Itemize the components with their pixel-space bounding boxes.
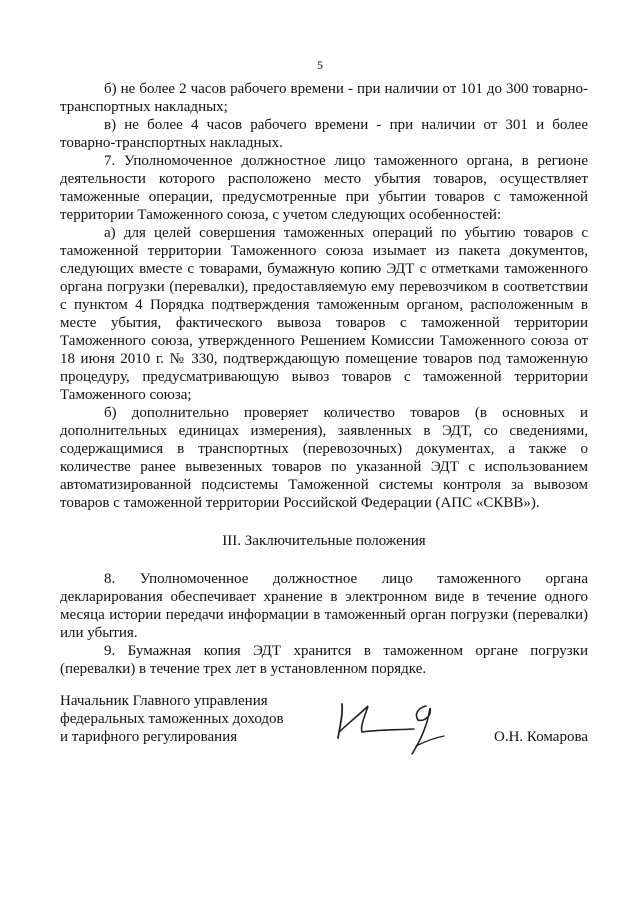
document-body bbox=[60, 80, 588, 678]
paragraph: б) дополнительно проверяет количество товаров (в основных и дополнительных единицах измерения), заявленных в ЭДТ, со сведениями, содержащимися в транспортных (перевозочных) документах, а также о количестве ранее вывезенных товаров по указанной ЭДТ с использованием автоматизированной подсистемы Таможенной системы контроля за вывозом товаров с таможенной территории Российской Федерации (АПС «СКВВ»). bbox=[60, 405, 588, 511]
paragraph: 8. Уполномоченное должностное лицо таможенного органа декларирования обеспечивает хранение в электронном виде в течение одного месяца истории передачи информации в таможенный орган погрузки (перевалки) или убытия. bbox=[60, 571, 588, 641]
signatory-title bbox=[60, 692, 300, 746]
signatory-title-line: Начальник Главного управления bbox=[60, 693, 268, 709]
paragraph: 7. Уполномоченное должностное лицо таможенного органа, в регионе деятельности которого расположено место убытия товаров, осуществляет таможенные операции, предусмотренные при убытии товаров с таможенной территории Таможенного союза, с учетом следующих особенностей: bbox=[60, 153, 588, 223]
signatory-title-line: и тарифного регулирования bbox=[60, 729, 238, 745]
paragraph: в) не более 4 часов рабочего времени - при наличии от 301 и более товарно-транспортных накладных. bbox=[60, 117, 588, 151]
signature-block bbox=[60, 692, 588, 762]
handwritten-signature bbox=[332, 692, 452, 762]
paragraph: б) не более 2 часов рабочего времени - при наличии от 101 до 300 товарно-транспортных накладных; bbox=[60, 81, 588, 115]
signatory-title-line: федеральных таможенных доходов bbox=[60, 711, 284, 727]
section-heading: III. Заключительные положения bbox=[222, 533, 426, 549]
paragraph: а) для целей совершения таможенных операций по убытию товаров с таможенной территории Таможенного союза изымает из пакета документов, следующих вместе с товарами, бумажную копию ЭДТ с отметками таможенного органа погрузки (перевалки), предоставляемую ему перевозчиком в соответствии с пунктом 4 Порядка подтверждения таможенным органом, расположенным в месте убытия, фактического вывоза товаров с таможенной территории Таможенного союза, утвержденного Решением Комиссии Таможенного союза от 18 июня 2010 г. № 330, подтверждающую помещение товаров под таможенную процедуру, предусматривающую вывоз товаров с таможенной территории Таможенного союза; bbox=[60, 225, 588, 403]
paragraph: 9. Бумажная копия ЭДТ хранится в таможенном органе погрузки (перевалки) в течение трех лет в установленном порядке. bbox=[60, 643, 588, 677]
page-number: 5 bbox=[317, 58, 323, 72]
signatory-name: О.Н. Комарова bbox=[494, 729, 588, 745]
